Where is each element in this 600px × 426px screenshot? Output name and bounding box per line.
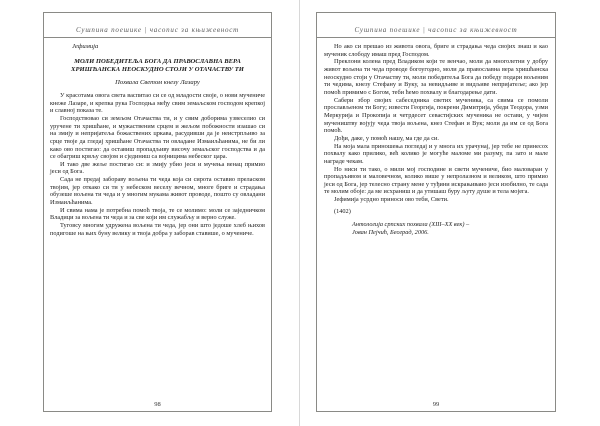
source-line: Јован Пејчић, Београд, 2006. [352, 229, 429, 237]
poem-title-line: МОЛИ ПОБЕДИТЕЉА БОГА ДА ПРАВОСЛАВНА ВЕРА [74, 57, 241, 65]
paragraph: Сада не предај забораву вољена ти чеда која си сирота оставио преласком твојим, јер откако си ти у небеском веселу вечном, многе бриге и страдања обузеше вољена ти чеда и у многим мукама живот проводе, пошто су овладани Измаиљћанима. [50, 176, 265, 207]
paragraph: У красотама овога света васпитао си се од младости своје, о нови мучениче кнеже Лазаре, и крепка рука Господња међу свим земаљском господом крепкој и славној показа те. [50, 91, 265, 115]
paragraph: Господствовао си земљом Отачаства ти, и у свим доборима узвеселио си уручене ти хришћане, и мужаственим срцем и жељом побожности изашао си на змију и непријатеља божаствених цркава, расудивши да је неистрпљиво за срце твоје да гледај хришћане Отачаства ти овладане Измаиљћанима, не би ли како ово постигао: да оставиш пропадљиву височу земаљског господства и да се обагриш крвљу својом и сјединиш са војницима небеског цара. [50, 114, 265, 161]
paragraph: Дођи, даке, у помоћ нашу, ма где да си. [334, 134, 439, 142]
header-rule [44, 37, 271, 38]
paragraph: Сабери збор својих сабеседника светих мученика, са свима се помоли прослављеном ти Богу; извести Георгија, покрени Димитрија, убеди Теодора, узми Меркурија и Прокопија и четрдесет севастијских мученика не остави, у чијем мучеништву војују чеда твоја вољена, кнез Стефан и Вук; моли да им се од Бога помоћ. [324, 96, 548, 135]
running-head: Сушпина поешике | часопис за књижевност [354, 26, 518, 34]
source-citation [324, 221, 548, 236]
author-name: Јефимија [72, 43, 99, 50]
paragraph: И тако две жеље постигао си: и змију убио јеси и мучења венац примио јеси од Бога. [50, 160, 265, 176]
header-rule [317, 37, 555, 38]
left-page-frame [43, 12, 272, 412]
page-number: 98 [154, 401, 161, 408]
right-page [300, 0, 600, 426]
page-number: 99 [432, 401, 440, 408]
poem-year: (1402) [334, 207, 351, 215]
paragraph: Туговсу многим удружена вољена ти чеда, јер они што једоше хлеб њихов подигоше на њих буну велику и твоја добра у заборав ставише, о мучениче. [50, 222, 265, 237]
paragraph: Јефимија усрдно приноси ово теби, Свети. [334, 196, 449, 204]
paragraph: Преклони колена пред Владиком који те венчао, моли да многолетни у добру живот вољена ти чеда проводе богоугодно, моли да православна вера хришћанска неоскудно стоји у Отачаству ти, моли победитеља Бога да победу подари вољеним ти чедима, кнезу Стефану и Вуку, за невидљиве и видљиве непријатеље; ако јер помоћ примимо с Богом, теби ћемо похвалу и благодарење дати. [324, 58, 548, 96]
poem-title [50, 58, 265, 75]
source-line: Антологија српских похвала (XIII–XX век) – [352, 221, 470, 229]
left-page-body [50, 43, 265, 237]
right-page-frame [316, 12, 556, 412]
poem-subtitle: Похвала Светом кнезу Лазару [115, 79, 200, 87]
paragraph: И свима нама је потребна помоћ твоја, те се молимо: моли се заједничком Владици за вољена ти чеда и за све који им служабљу и верно служе. [50, 206, 265, 222]
running-head: Сушпина поешике | часопис за књижевност [75, 26, 240, 34]
poem-title-line: ХРИШЋАНСКА НЕОСКУДНО СТОЈИ У ОТАЧАСТВУ ТИ [71, 65, 244, 73]
paragraph: Но ниси ти тако, о мили мој господине и свети мучениче, био маловаран у пропадљивом и маловечном, колико више у непролазном и великом, што примио јеси од Бога, јер телесно страну мене у туђини искрањиваио јеси изобилно, те сада те молим обоје: да ме исхраниш и да утишаш буру љуту душе и тела мојега. [324, 165, 548, 196]
paragraph: Но ако си прешао из живота овога, бриге и страдања чеда својих знаш и као мученик слободу имаш пред Господом. [324, 43, 548, 58]
paragraph: На моја мала приношења погледај и у многа их урачунај, јер тебе не принесох похвалу како прилико, већ колико је могуће маломе ми разуму, па зато и мале награде чекам. [324, 142, 548, 165]
right-page-body [324, 43, 548, 237]
